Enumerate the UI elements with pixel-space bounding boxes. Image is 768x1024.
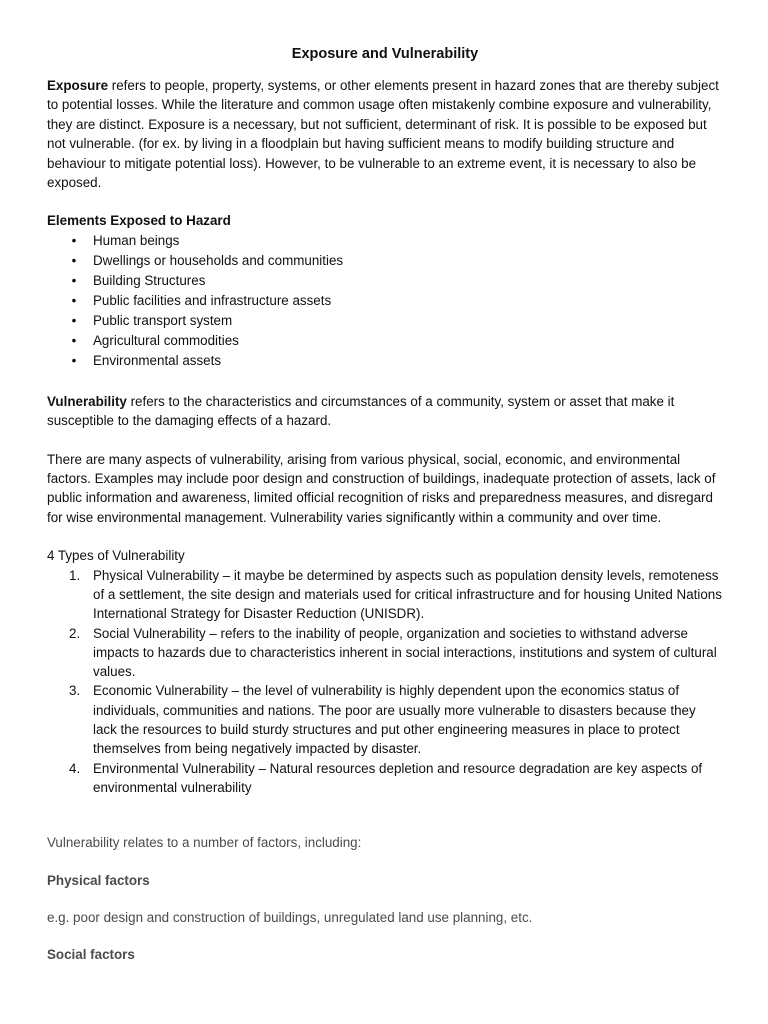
list-item: 3. Economic Vulnerability – the level of vulnerability is highly dependent upon the economics status of individuals, communities and nations. The poor are usually more vulnerable to disasters because they lack the resources to build sturdy structures and put other engineering measures in place to protect themselves from being negatively impacted by disaster. [69, 683, 696, 757]
social-factors-heading: Social factors [47, 947, 135, 963]
list-item: 2. Social Vulnerability – refers to the inability of people, organization and societies to withstand adverse impacts to hazards due to characteristics inherent in social interactions, institutions and system of cultural values. [69, 625, 717, 680]
list-item: • Agricultural commodities [47, 331, 723, 351]
list-number: 1. [69, 567, 81, 583]
bullet-icon: • [71, 252, 77, 268]
list-item: • Public facilities and infrastructure assets [47, 291, 723, 311]
document-page [47, 44, 723, 965]
list-item: • Dwellings or households and communities [47, 251, 723, 271]
exposure-paragraph [47, 76, 723, 192]
bullet-icon: • [71, 332, 77, 348]
list-number: 3. [69, 683, 81, 699]
vulnerability-text: refers to the characteristics and circumstances of a community, system or asset that make it susceptible to the damaging effects of a hazard. [47, 393, 675, 429]
elements-list [47, 231, 723, 371]
elements-heading: Elements Exposed to Hazard [47, 213, 231, 229]
bullet-icon: • [71, 312, 77, 328]
list-item: • Public transport system [47, 311, 723, 331]
list-item: 1. Physical Vulnerability – it maybe be determined by aspects such as population density levels, remoteness of a settlement, the site design and materials used for critical infrastructure and for housing United Nations International Strategy for Disaster Reduction (UNISDR). [69, 567, 722, 622]
bullet-icon: • [71, 352, 77, 368]
list-item: • Human beings [47, 231, 723, 251]
exposure-term: Exposure [47, 78, 109, 93]
types-list [47, 566, 723, 798]
vulnerability-paragraph [47, 392, 723, 431]
exposure-text: refers to people, property, systems, or other elements present in hazard zones that are thereby subject to potential losses. While the literature and common usage often mistakenly combine exposure and vulnerability, they are distinct. Exposure is a necessary, but not sufficient, determinant of risk. It is possible to be exposed but not vulnerable. (for ex. by living in a floodplain but having sufficient means to modify building structure and behaviour to mitigate potential loss). However, to be vulnerable to an extreme event, it is necessary to also be exposed. [47, 78, 719, 191]
page-title: Exposure and Vulnerability [291, 46, 479, 62]
aspects-paragraph: There are many aspects of vulnerability, arising from various physical, social, economic, and environmental factors. Examples may include poor design and construction of buildings, inadequate protection of assets, lack of public information and awareness, limited official recognition of risks and preparedness measures, and disregard for wise environmental management. Vulnerability varies significantly within a community and over time. [47, 451, 716, 525]
list-number: 4. [69, 760, 81, 776]
physical-factors-example: e.g. poor design and construction of buildings, unregulated land use planning, etc. [47, 910, 533, 926]
vulnerability-term: Vulnerability [47, 393, 127, 409]
factors-intro: Vulnerability relates to a number of factors, including: [47, 835, 362, 851]
bullet-icon: • [71, 292, 77, 308]
list-item: • Environmental assets [47, 351, 723, 371]
list-item: • Building Structures [47, 271, 723, 291]
bullet-icon: • [71, 272, 77, 288]
physical-factors-heading: Physical factors [47, 872, 150, 888]
list-item: 4. Environmental Vulnerability – Natural resources depletion and resource degradation are key aspects of environmental vulnerability [69, 760, 703, 795]
types-heading: 4 Types of Vulnerability [47, 548, 185, 564]
bullet-icon: • [71, 232, 77, 248]
list-number: 2. [69, 625, 81, 641]
